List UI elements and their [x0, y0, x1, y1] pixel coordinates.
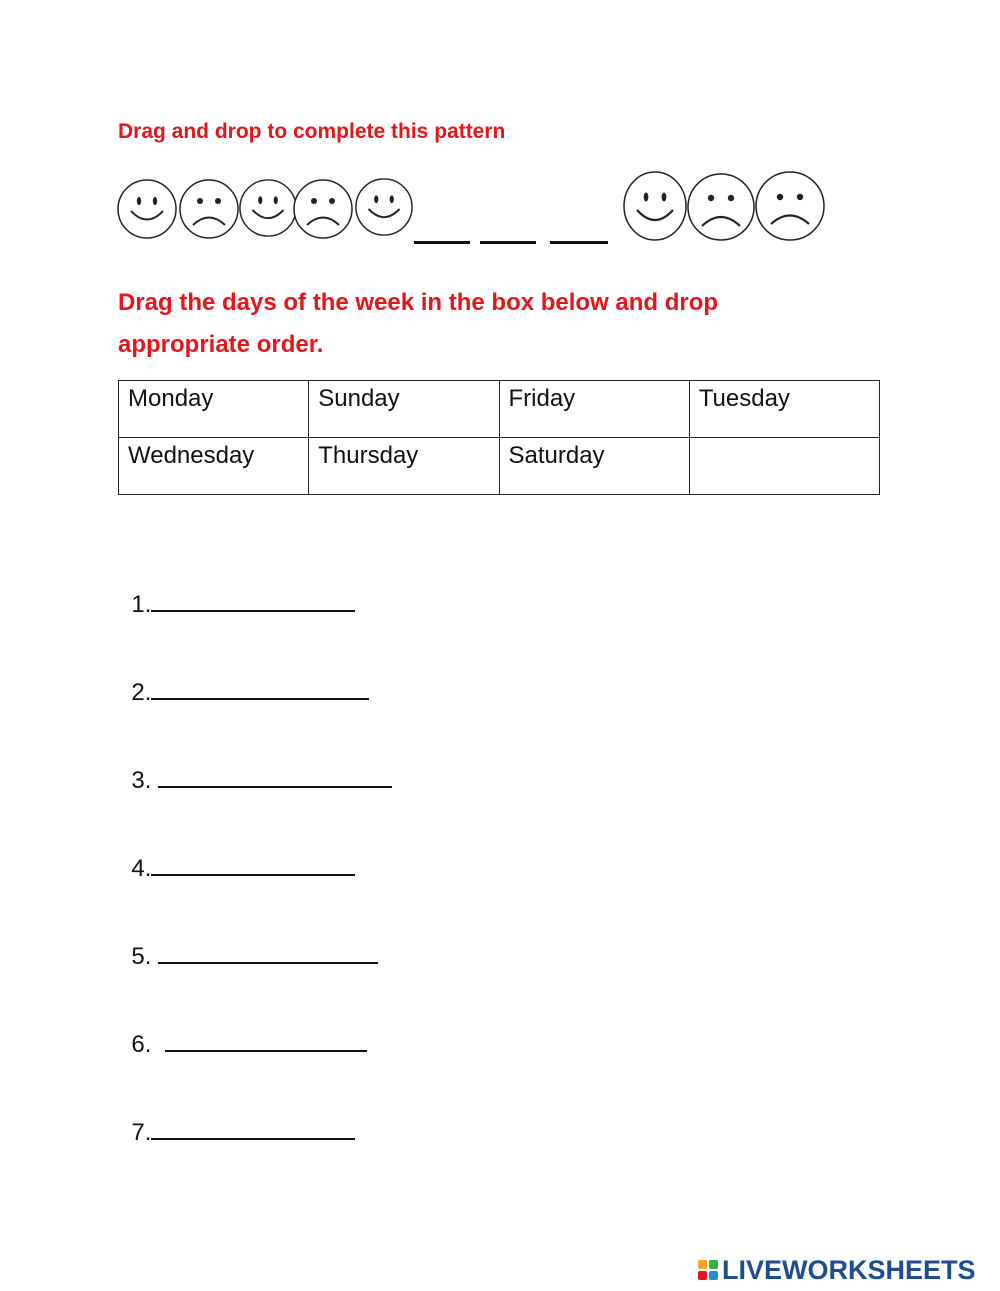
- answer-number: 6.: [131, 1031, 152, 1058]
- pattern-drop-blank-3[interactable]: [550, 241, 608, 244]
- pattern-instruction: Drag and drop to complete this pattern: [118, 120, 506, 143]
- day-label[interactable]: Friday: [508, 385, 576, 412]
- draggable-sad-face-icon[interactable]: [754, 170, 826, 242]
- day-cell[interactable]: [309, 381, 499, 438]
- answer-item-5: [118, 912, 378, 971]
- pattern-drop-blank-2[interactable]: [480, 241, 536, 244]
- pattern-face-1-happy-icon: [116, 178, 178, 240]
- day-label[interactable]: Saturday: [508, 442, 605, 469]
- table-row: [119, 438, 880, 495]
- days-of-week-table: [118, 380, 880, 495]
- answer-number: 5.: [131, 943, 152, 970]
- day-cell[interactable]: [119, 438, 309, 495]
- draggable-sad-face-icon[interactable]: [686, 172, 756, 242]
- answer-drop-line-5[interactable]: [158, 940, 378, 964]
- day-label[interactable]: Wednesday: [128, 442, 255, 469]
- answer-drop-line-2[interactable]: [151, 676, 369, 700]
- answer-number: 7.: [131, 1119, 152, 1146]
- answer-drop-line-3[interactable]: [158, 764, 392, 788]
- day-cell[interactable]: [499, 381, 689, 438]
- pattern-face-3-happy-icon: [238, 178, 298, 238]
- answer-number: 4.: [131, 855, 152, 882]
- answer-number: 2.: [131, 679, 152, 706]
- day-label[interactable]: Monday: [128, 385, 214, 412]
- pattern-face-4-sad-icon: [292, 178, 354, 240]
- day-label[interactable]: Tuesday: [698, 385, 790, 412]
- table-row: [119, 381, 880, 438]
- answer-drop-line-4[interactable]: [151, 852, 355, 876]
- liveworksheets-logo: [698, 1255, 976, 1285]
- day-cell[interactable]: [499, 438, 689, 495]
- answer-item-3: [118, 736, 392, 795]
- pattern-drop-blank-1[interactable]: [414, 241, 470, 244]
- answer-drop-line-7[interactable]: [151, 1116, 355, 1140]
- answer-number: 1.: [131, 591, 152, 618]
- day-cell[interactable]: [119, 381, 309, 438]
- answer-item-2: [118, 648, 369, 707]
- answer-item-6: [118, 1000, 367, 1059]
- logo-text: LIVEWORKSHEETS: [722, 1254, 976, 1285]
- pattern-face-5-happy-icon: [354, 177, 414, 237]
- pattern-face-2-sad-icon: [178, 178, 240, 240]
- answer-item-1: [118, 560, 355, 619]
- answer-drop-line-6[interactable]: [165, 1028, 367, 1052]
- logo-mark-icon: [698, 1260, 718, 1280]
- answer-number: 3.: [131, 767, 152, 794]
- answer-item-4: [118, 824, 355, 883]
- day-label[interactable]: Sunday: [318, 385, 400, 412]
- answer-item-7: [118, 1088, 355, 1147]
- day-cell[interactable]: [309, 438, 499, 495]
- answer-drop-line-1[interactable]: [151, 588, 355, 612]
- day-cell[interactable]: [689, 381, 879, 438]
- days-instruction: Drag the days of the week in the box below and drop appropriate order.: [118, 289, 719, 358]
- draggable-happy-face-icon[interactable]: [622, 170, 688, 242]
- day-cell-empty: [689, 438, 879, 495]
- day-label[interactable]: Thursday: [318, 442, 419, 469]
